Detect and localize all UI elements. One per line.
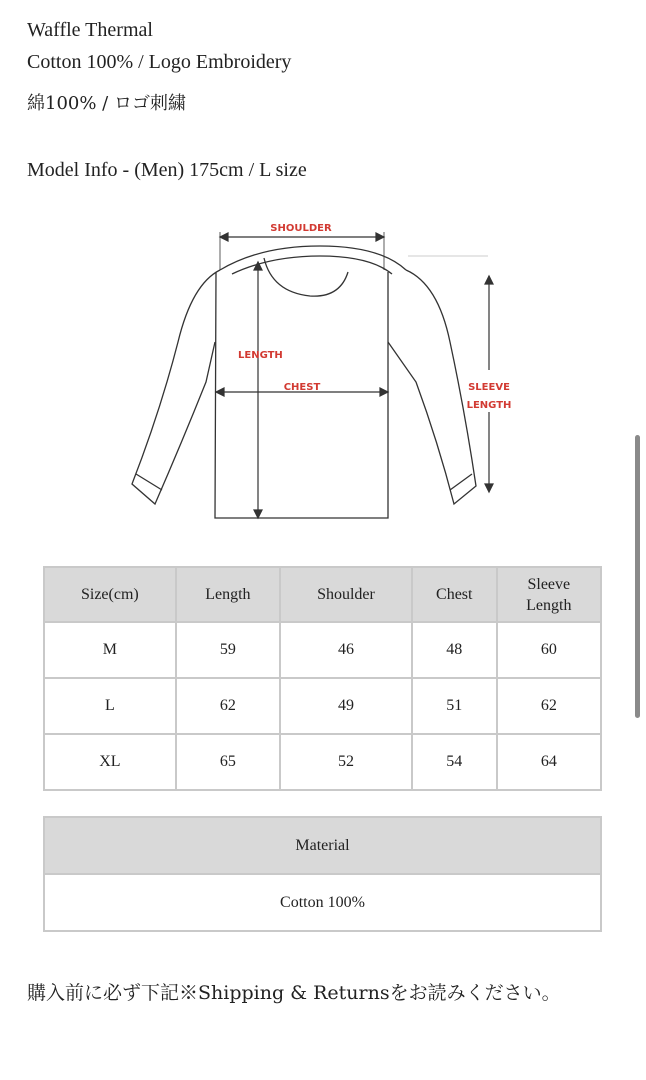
label-length: LENGTH [238,350,283,361]
size-table [43,566,602,791]
header-length: Length [176,567,280,622]
cell-shoulder: 49 [280,678,412,734]
cell-sleeve-length: 62 [497,678,601,734]
cell-size: L [44,678,176,734]
size-measurement-diagram [120,212,540,532]
table-row [44,622,601,678]
cell-length: 59 [176,622,280,678]
table-row [44,678,601,734]
cell-size: M [44,622,176,678]
cell-length: 65 [176,734,280,790]
cell-length: 62 [176,678,280,734]
cell-chest: 48 [412,622,497,678]
cell-sleeve-length: 60 [497,622,601,678]
scrollbar[interactable] [635,435,640,718]
shoulder-arrow [220,232,384,270]
material-header: Material [44,817,601,874]
cell-size: XL [44,734,176,790]
cell-chest: 51 [412,678,497,734]
header-sleeve-line-2: Length [526,596,572,614]
header-size: Size(cm) [44,567,176,622]
sleeve-arrow [408,256,493,492]
label-chest: CHEST [283,382,321,393]
table-row [44,734,601,790]
product-name: Waffle Thermal [27,19,153,41]
shipping-notice: 購入前に必ず下記※Shipping & Returnsをお読みください。 [27,982,561,1004]
label-sleeve-length: LENGTH [466,400,512,411]
cell-sleeve-length: 64 [497,734,601,790]
length-arrow [254,262,262,518]
size-table-header [44,567,601,622]
cell-shoulder: 46 [280,622,412,678]
model-info: Model Info - (Men) 175cm / L size [27,159,307,181]
product-spec-en: Cotton 100% / Logo Embroidery [27,51,292,73]
header-sleeve-line-1: Sleeve [527,575,571,593]
material-value: Cotton 100% [44,874,601,931]
label-shoulder: SHOULDER [270,223,332,234]
header-shoulder: Shoulder [280,567,412,622]
header-chest: Chest [412,567,497,622]
label-sleeve: SLEEVE [468,382,510,393]
cell-chest: 54 [412,734,497,790]
header-sleeve-length [497,567,601,622]
cell-shoulder: 52 [280,734,412,790]
material-table [43,816,602,932]
product-spec-ja: 綿100% / ロゴ刺繍 [27,93,186,114]
